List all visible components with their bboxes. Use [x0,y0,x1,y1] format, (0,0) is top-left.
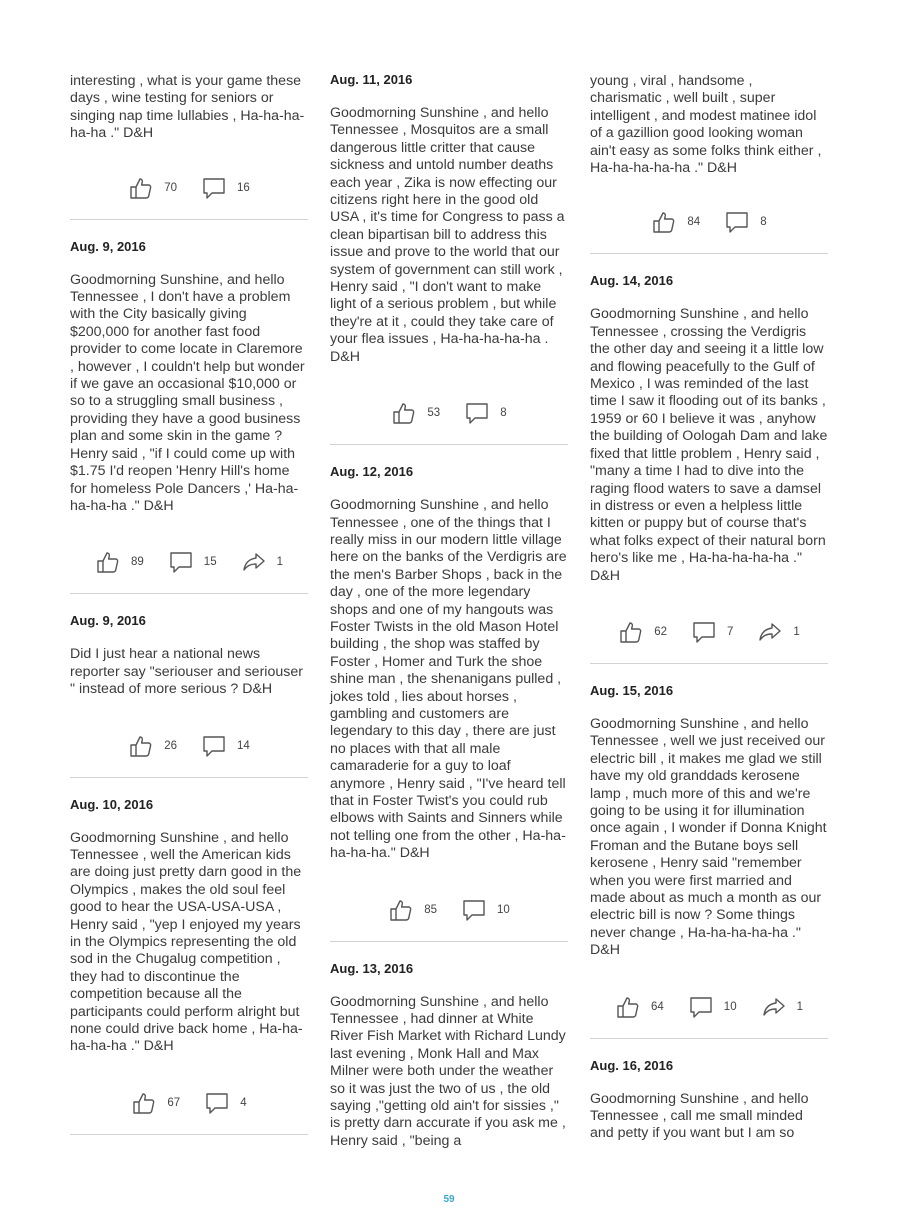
divider [70,593,308,594]
post-stats [330,893,568,927]
like-button[interactable] [618,619,667,645]
comment-bubble-icon [204,1090,230,1116]
post-stats [590,990,828,1024]
column-2 [330,66,568,1150]
divider [590,1038,828,1039]
post-text: Goodmorning Sunshine , and hello Tennessee , well we just received our electric bill , it makes me glad we still have my old granddads kerosene lamp , much more of this and we're going to be using it for illumination once again , I wonder if Donna Knight Froman and the Butane boys sell kerosene , Henry said "remember when you were first married and made about as much a month as our electric bill is now ? Some things never change , Ha-ha-ha-ha-ha ." D&H [590,715,827,959]
like-count: 85 [424,903,437,916]
divider [330,444,568,445]
like-count: 67 [167,1096,181,1109]
comment-count: 4 [240,1096,247,1109]
comment-button[interactable] [461,897,510,923]
like-button[interactable] [95,549,144,575]
comment-bubble-icon [168,549,194,575]
post-date: Aug. 12, 2016 [330,464,414,480]
like-count: 70 [164,181,177,194]
like-button[interactable] [615,994,664,1020]
share-arrow-icon [761,994,787,1020]
thumbs-up-icon [615,994,641,1020]
thumbs-up-icon [128,733,154,759]
thumbs-up-icon [391,400,417,426]
post-text: Goodmorning Sunshine , and hello Tennessee , crossing the Verdigris the other day and seeing it a little low and flowing peacefully to the Gulf of Mexico , I was reminded of the last time I saw it flooding out of its banks , 1959 or 60 I believe it was , anyhow the building of Oologah Dam and lake fixed that little problem , Henry said , "many a time I had to dive into the raging flood waters to save a damsel in distress or even a helpless little kitten or puppy but of course that's what folks expect of their natural born hero's like me , Ha-ha-ha-ha-ha ." D&H [590,306,828,584]
divider [590,663,828,664]
post-stats [70,545,308,579]
post-date: Aug. 9, 2016 [70,238,146,254]
post-stats [590,205,828,239]
like-count: 62 [654,625,667,638]
post-date: Aug. 14, 2016 [590,273,674,289]
comment-count: 10 [723,1000,737,1013]
column-3 [590,66,828,1143]
post-date: Aug. 10, 2016 [70,796,154,812]
post-stats [70,171,308,205]
post [330,464,568,942]
comment-count: 16 [237,181,250,194]
post-text: Goodmorning Sunshine , and hello Tennessee , had dinner at White River Fish Market with Richard Lundy last evening , Monk Hall and Max Milner were both under the weather so it was just the two of us , the old saying ,"getting old ain't for sissies ," is pretty darn accurate if you ask me , Henry said , "being a [330,993,566,1149]
divider [70,777,308,778]
post-date: Aug. 16, 2016 [590,1057,674,1073]
post-continuation-text: young , viral , handsome , charismatic , well built , super intelligent , and modest matinee idol of a gazillion good looking woman ain't easy as some folks think either , Ha-ha-ha-ha-ha ." D&H [590,73,822,177]
post [330,72,568,445]
post [590,1058,828,1143]
post-text: Goodmorning Sunshine, and hello Tennessee , I don't have a problem with the City basically giving $200,000 for another fast food provider to come locate in Claremore , however , I couldn't help but wonder if we gave an occasional $10,000 or so to a struggling small business , providing they have a good business plan and some skin in the game ? Henry said , "if I could come up with $1.75 I'd reopen 'Henry Hill's home for homeless Pole Dancers ,' Ha-ha-ha-ha-ha ." D&H [70,271,305,514]
comment-count: 8 [500,407,507,420]
thumbs-up-icon [131,1090,157,1116]
like-count: 84 [687,216,701,229]
post-date: Aug. 9, 2016 [70,613,146,629]
post-text: Goodmorning Sunshine , and hello Tennessee , call me small minded and petty if you want but I am so [590,1090,809,1142]
thumbs-up-icon [95,549,121,575]
comment-count: 14 [237,739,250,752]
comment-bubble-icon [201,175,227,201]
post-text: Goodmorning Sunshine , and hello Tennessee , Mosquitos are a small dangerous little critter that cause sickness and untold number deaths each year , Zika is now effecting our citizens right here in the good old USA , it's time for Congress to pass a clean bipartisan bill to address this issue and prove to the world that our system of government can still work , Henry said , "I don't want to make light of a serious problem , but while they're at it , could they take care of your flea issues , Ha-ha-ha-ha-ha . D&H [330,105,565,365]
comment-button[interactable] [168,549,217,575]
comment-button[interactable] [201,733,250,759]
comment-count: 7 [726,625,734,638]
comment-bubble-icon [691,619,717,645]
comment-button[interactable] [688,994,737,1020]
comment-bubble-icon [724,209,750,235]
share-count: 1 [796,1000,803,1013]
divider [70,219,308,220]
page-number: 59 [443,1194,455,1205]
post-stats [70,729,308,763]
divider [70,1134,308,1135]
post-date: Aug. 11, 2016 [330,72,413,87]
comment-bubble-icon [464,400,490,426]
share-button[interactable] [241,549,283,575]
thumbs-up-icon [128,175,154,201]
post-continuation-text: interesting , what is your game these days , wine testing for seniors or singing nap time lullabies , Ha-ha-ha-ha-ha ." D&H [70,73,305,142]
divider [590,253,828,254]
comment-count: 10 [497,903,510,916]
share-count: 1 [276,556,283,569]
like-count: 26 [164,739,177,752]
thumbs-up-icon [651,209,677,235]
post-stats [590,615,828,649]
comment-button[interactable] [201,175,250,201]
post [590,273,828,664]
post [70,797,308,1135]
like-button[interactable] [651,209,700,235]
share-arrow-icon [757,619,783,645]
post [70,613,308,777]
post [70,239,308,595]
post-date: Aug. 15, 2016 [590,682,674,698]
post-stats [330,396,568,430]
like-button[interactable] [391,400,440,426]
comment-button[interactable] [724,209,766,235]
divider [330,941,568,942]
comment-button[interactable] [691,619,733,645]
like-button[interactable] [131,1090,180,1116]
share-button[interactable] [761,994,803,1020]
comment-bubble-icon [201,733,227,759]
like-count: 53 [427,407,441,420]
share-count: 1 [793,625,800,638]
thumbs-up-icon [618,619,644,645]
comment-button[interactable] [464,400,506,426]
post [330,961,568,1151]
column-1 [70,66,308,1154]
post-date: Aug. 13, 2016 [330,960,414,976]
comment-button[interactable] [204,1090,246,1116]
comment-count: 15 [203,556,217,569]
post-stats [70,1086,308,1120]
like-button[interactable] [128,175,177,201]
like-button[interactable] [128,733,177,759]
like-count: 64 [651,1000,664,1013]
post-text: Did I just hear a national news reporter say "seriouser and seriouser " instead of more serious ? D&H [70,646,303,698]
like-count: 89 [131,556,144,569]
comment-count: 8 [760,216,767,229]
comment-bubble-icon [688,994,714,1020]
post-text: Goodmorning Sunshine , and hello Tennessee , one of the things that I really miss in our modern little village here on the banks of the Verdigris are the men's Barber Shops , back in the day , one of the more legendary shops and one of my hangouts was Foster Twists in the old Mason Hotel building , the shop was staffed by Foster , Homer and Turk the shoe shine man , the shenanigans pulled , jokes told , lies about horses , gambling and customers are legendary to this day , there are just no places with that all male camaraderie for a guy to loaf anymore , Henry said , "I've heard tell that in Foster Twist's you could rub elbows with Saints and Sinners while not telling one from the other , Ha-ha-ha-ha-ha." D&H [330,497,567,862]
like-button[interactable] [388,897,437,923]
post-text: Goodmorning Sunshine , and hello Tennessee , well the American kids are doing just pretty darn good in the Olympics , makes the old soul feel good to hear the USA-USA-USA , Henry said , "yep I enjoyed my years in the Olympics representing the old sod in the Chugalug competition , they had to discontinue the competition because all the participants could perform alright but none could drive back home , Ha-ha-ha-ha-ha ." D&H [70,829,303,1055]
post [590,683,828,1039]
share-button[interactable] [757,619,799,645]
comment-bubble-icon [461,897,487,923]
share-arrow-icon [241,549,267,575]
thumbs-up-icon [388,897,414,923]
